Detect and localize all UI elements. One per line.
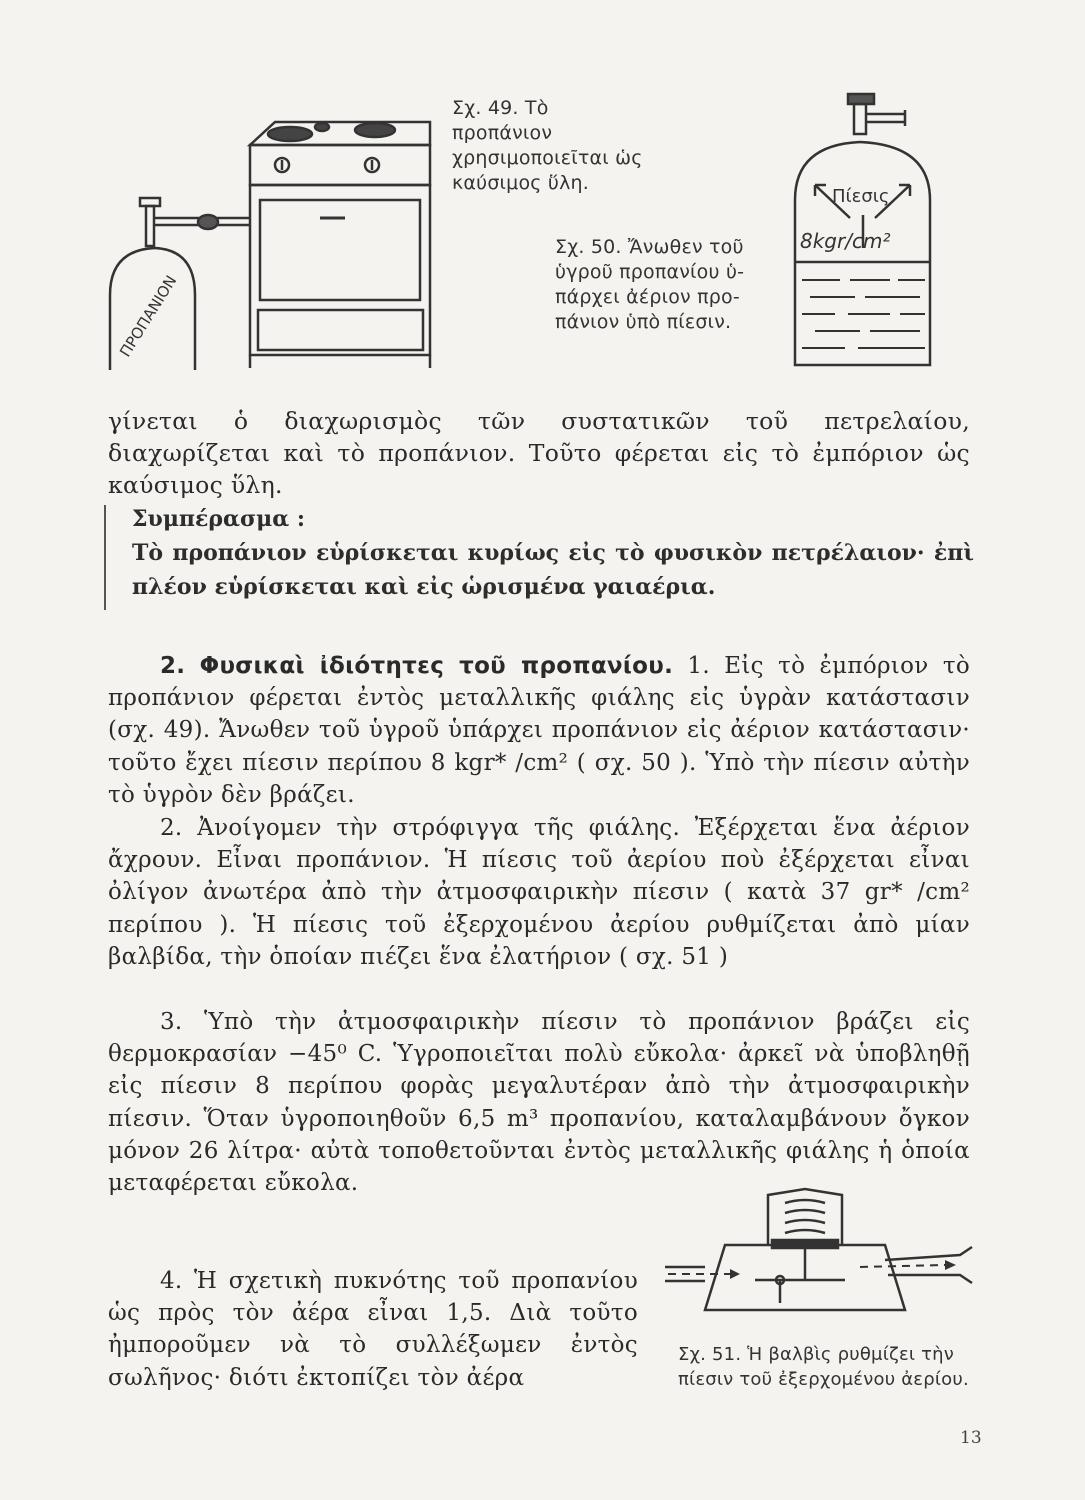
- caption-line: χρησιμοποιεῖται ὡς: [452, 147, 643, 169]
- paragraph-1-text: 1. Εἰς τὸ ἐμπόριον τὸ προπάνιον φέρεται ἐντὸς μεταλλικῆς φιάλης εἰς ὑγρὰν κατάστασιν (σχ. 49). Ἄνωθεν τοῦ ὑγροῦ ὑπάρχει προπάνιον εἰς ἀέριον κατάστασιν· τοῦτο ἔχει πίεσιν περίπου 8 kgr* /cm² ( σχ. 50 ). Ὑπὸ τὴν πίεσιν αὐτὴν τὸ ὑγρὸν δὲν βράζει.: [108, 653, 970, 808]
- section-number: 2.: [160, 653, 186, 679]
- intro-paragraph: γίνεται ὁ διαχωρισμὸς τῶν συστατικῶν τοῦ πετρελαίου, διαχωρίζεται καὶ τὸ προπάνιον. Τοῦτο φέρεται εἰς τὸ ἐμπόριον ὡς καύσιμος ὕλη.: [108, 407, 970, 500]
- conclusion-text: Τὸ προπάνιον εὑρίσκεται κυρίως εἰς τὸ φυσικὸν πετρέλαιον· ἐπὶ πλέον εὑρίσκεται καὶ εἰς ὡρισμένα γαιαέρια.: [132, 540, 974, 600]
- caption-line: Σχ. 49. Τὸ προπάνιον: [452, 97, 553, 144]
- page-number: 13: [960, 1428, 982, 1448]
- conclusion-rule: [104, 505, 106, 610]
- caption-line: πάρχει ἀέριον προ-: [555, 286, 740, 308]
- figure-49-stove-illustration: [100, 100, 440, 375]
- caption-line: Σχ. 50. Ἄνωθεν τοῦ: [555, 236, 744, 258]
- conclusion-title: Συμπέρασμα :: [132, 506, 305, 532]
- figure-51-caption: [678, 1342, 988, 1392]
- caption-line: πίεσιν τοῦ ἐξερχομένου ἀερίου.: [678, 1369, 969, 1390]
- figure-50-caption: [555, 235, 785, 335]
- caption-line: ὑγροῦ προπανίου ὑ-: [555, 261, 745, 283]
- figure-49-caption: [452, 96, 652, 196]
- section-title: Φυσικαὶ ἰδιότητες τοῦ προπανίου.: [199, 653, 674, 679]
- figure-51-valve-illustration: [660, 1185, 980, 1335]
- section-2-paragraph-1: [108, 650, 970, 811]
- pressure-label: Πίεσις: [832, 186, 890, 207]
- caption-line: Σχ. 51. Ἡ βαλβὶς ρυθμίζει τὴν: [678, 1344, 955, 1365]
- caption-line: καύσιμος ὕλη.: [452, 172, 590, 194]
- section-2-paragraph-2: 2. Ἀνοίγομεν τὴν στρόφιγγα τῆς φιάλης. Ἐξέρχεται ἕνα ἀέριον ἄχρουν. Εἶναι προπάνιον. Ἡ πίεσις τοῦ ἀερίου ποὺ ἐξέρχεται εἶναι ὀλίγον ἀνωτέρα ἀπὸ τὴν ἀτμοσφαιρικὴν πίεσιν ( κατὰ 37 gr* /cm² περίπου ). Ἡ πίεσις τοῦ ἐξερχομένου ἀερίου ρυθμίζεται ἀπὸ μίαν βαλβίδα, τὴν ὁποίαν πιέζει ἕνα ἐλατήριον ( σχ. 51 ): [108, 815, 970, 970]
- caption-line: πάνιον ὑπὸ πίεσιν.: [555, 311, 732, 333]
- pressure-value-label: 8kgr/cm²: [800, 229, 891, 253]
- paragraph-3-text: 3. Ὑπὸ τὴν ἀτμοσφαιρικὴν πίεσιν τὸ προπάνιον βράζει εἰς θερμοκρασίαν −45⁰ C. Ὑγροποιεῖται πολὺ εὔκολα· ἀρκεῖ νὰ ὑποβληθῇ εἰς πίεσιν 8 περίπου φορὰς μεγαλυτέραν ἀπὸ τὴν ἀτμοσφαιρικὴν πίεσιν. Ὅταν ὑγροποιηθοῦν 6,5 m³ προπανίου, καταλαμβάνουν ὄγκον μόνον 26 λίτρα· αὐτὰ τοποθετοῦνται ἐντὸς μεταλλικῆς φιάλης ἡ ὁποία μεταφέρεται εὔκολα.: [108, 1009, 970, 1197]
- section-2-paragraph-4: 4. Ἡ σχετικὴ πυκνότης τοῦ προπανίου ὡς πρὸς τὸν ἀέρα εἶναι 1,5. Διὰ τοῦτο ἠμποροῦμεν νὰ τὸ συλλέξωμεν ἐντὸς σωλῆνος· διότι ἐκτοπίζει τὸν ἀέρα: [108, 1268, 638, 1391]
- propane-tank-label: ΠΡΟΠΑΝΙΟΝ: [116, 272, 181, 361]
- section-2-paragraph-3: [108, 1006, 970, 1199]
- figure-50-cylinder-illustration: [780, 90, 960, 375]
